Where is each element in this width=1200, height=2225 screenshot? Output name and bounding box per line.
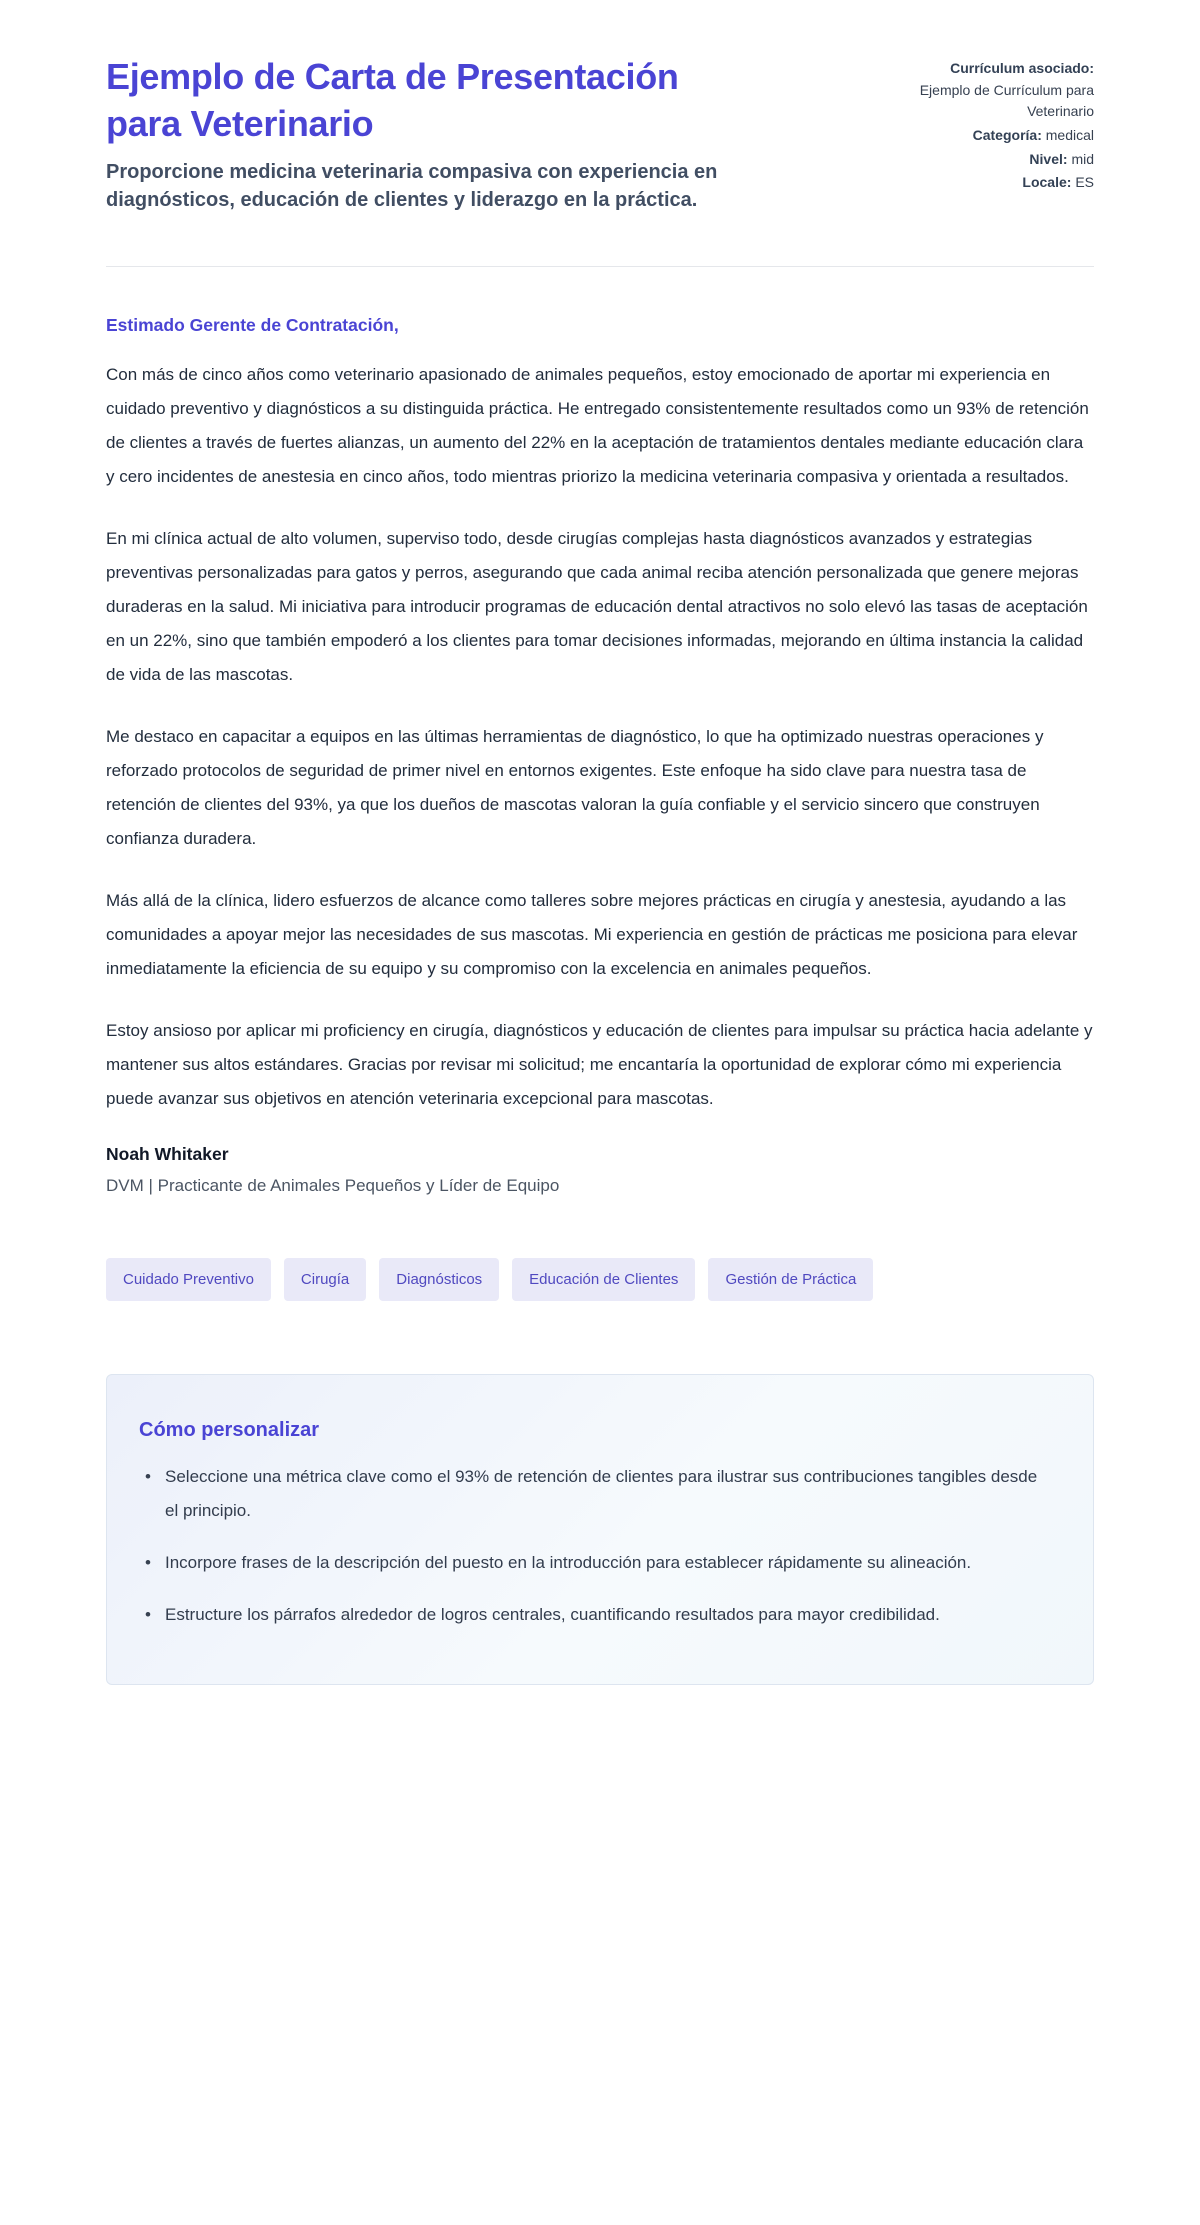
letter-paragraph: En mi clínica actual de alto volumen, superviso todo, desde cirugías complejas hasta diagnósticos avanzados y estrategias preventivas personalizadas para gatos y perros, asegurando que cada animal reciba atención personalizada que genere mejoras duraderas en la salud. Mi iniciativa para introducir programas de educación dental atractivos no solo elevó las tasas de aceptación en un 22%, sino que también empoderó a los clientes para tomar decisiones informadas, mejorando en última instancia la calidad de vida de las mascotas. bbox=[106, 528, 1088, 684]
meta-block bbox=[902, 54, 1094, 194]
skill-tag: Diagnósticos bbox=[379, 1258, 499, 1301]
meta-locale-label: Locale: bbox=[1022, 174, 1072, 191]
page-container bbox=[106, 0, 1094, 1735]
meta-level-label: Nivel: bbox=[1029, 150, 1068, 167]
customize-box bbox=[106, 1374, 1094, 1685]
meta-resume-value: Ejemplo de Currículum para Veterinario bbox=[919, 81, 1094, 120]
skill-tag: Gestión de Práctica bbox=[708, 1258, 873, 1301]
customize-bullet: • Estructure los párrafos alrededor de logros centrales, cuantificando resultados para mayor credibilidad. bbox=[139, 1598, 1039, 1632]
signature-role: DVM | Practicante de Animales Pequeños y Líder de Equipo bbox=[106, 1175, 560, 1195]
meta-resume-label: Currículum asociado: bbox=[950, 60, 1094, 76]
letter-body bbox=[106, 358, 1094, 1116]
letter-paragraph: Estoy ansioso por aplicar mi proficiency en cirugía, diagnósticos y educación de clientes para impulsar su práctica hacia adelante y mantener sus altos estándares. Gracias por revisar mi solicitud; me encantaría la oportunidad de explorar cómo mi experiencia puede avanzar sus objetivos en atención veterinaria excepcional para mascotas. bbox=[106, 1020, 1093, 1108]
meta-locale-value: ES bbox=[1075, 174, 1094, 191]
signature-block bbox=[106, 1144, 1094, 1196]
letter-paragraph: Más allá de la clínica, lidero esfuerzos de alcance como talleres sobre mejores prácticas en cirugía y anestesia, ayudando a las comunidades a apoyar mejor las necesidades de sus mascotas. Mi experiencia en gestión de prácticas me posiciona para elevar inmediatamente la eficiencia de su equipo y su compromiso con la excelencia en animales pequeños. bbox=[106, 890, 1078, 978]
page-title: Ejemplo de Carta de Presentación para Veterinario bbox=[106, 56, 679, 144]
meta-category-value: medical bbox=[1045, 127, 1094, 144]
meta-level-value: mid bbox=[1071, 150, 1094, 167]
meta-category bbox=[902, 125, 1094, 147]
skill-tag: Cirugía bbox=[284, 1258, 366, 1301]
header-divider bbox=[106, 266, 1094, 267]
page-subtitle: Proporcione medicina veterinaria compasiva con experiencia en diagnósticos, educación de clientes y liderazgo en la práctica. bbox=[106, 160, 718, 211]
customize-bullet: • Incorpore frases de la descripción del puesto en la introducción para establecer rápidamente su alineación. bbox=[139, 1546, 1039, 1580]
meta-level bbox=[902, 149, 1094, 171]
customize-title: Cómo personalizar bbox=[139, 1418, 320, 1441]
meta-category-label: Categoría: bbox=[972, 127, 1042, 144]
letter-paragraph: Con más de cinco años como veterinario apasionado de animales pequeños, estoy emocionado de aportar mi experiencia en cuidado preventivo y diagnósticos a su distinguida práctica. He entregado consistentemente resultados como un 93% de retención de clientes a través de fuertes alianzas, un aumento del 22% en la aceptación de tratamientos dentales mediante educación clara y cero incidentes de anestesia en cinco años, todo mientras priorizo la medicina veterinaria compasiva y orientada a resultados. bbox=[106, 364, 1089, 486]
customize-list bbox=[139, 1460, 1053, 1632]
page-header bbox=[106, 54, 1094, 214]
letter-content bbox=[106, 315, 1094, 1685]
letter-greeting: Estimado Gerente de Contratación, bbox=[106, 314, 399, 335]
skill-tag: Educación de Clientes bbox=[512, 1258, 695, 1301]
customize-bullet: • Seleccione una métrica clave como el 93% de retención de clientes para ilustrar sus contribuciones tangibles desde el principio. bbox=[139, 1460, 1039, 1528]
meta-resume bbox=[902, 58, 1094, 123]
skill-tag: Cuidado Preventivo bbox=[106, 1258, 271, 1301]
meta-locale bbox=[902, 172, 1094, 194]
signature-name: Noah Whitaker bbox=[106, 1143, 229, 1164]
letter-paragraph: Me destaco en capacitar a equipos en las últimas herramientas de diagnóstico, lo que ha optimizado nuestras operaciones y reforzado protocolos de seguridad de primer nivel en entornos exigentes. Este enfoque ha sido clave para nuestra tasa de retención de clientes del 93%, ya que los dueños de mascotas valoran la guía confiable y el servicio sincero que construyen confianza duradera. bbox=[106, 726, 1044, 848]
title-block bbox=[106, 54, 746, 214]
skill-tags bbox=[106, 1258, 1094, 1301]
